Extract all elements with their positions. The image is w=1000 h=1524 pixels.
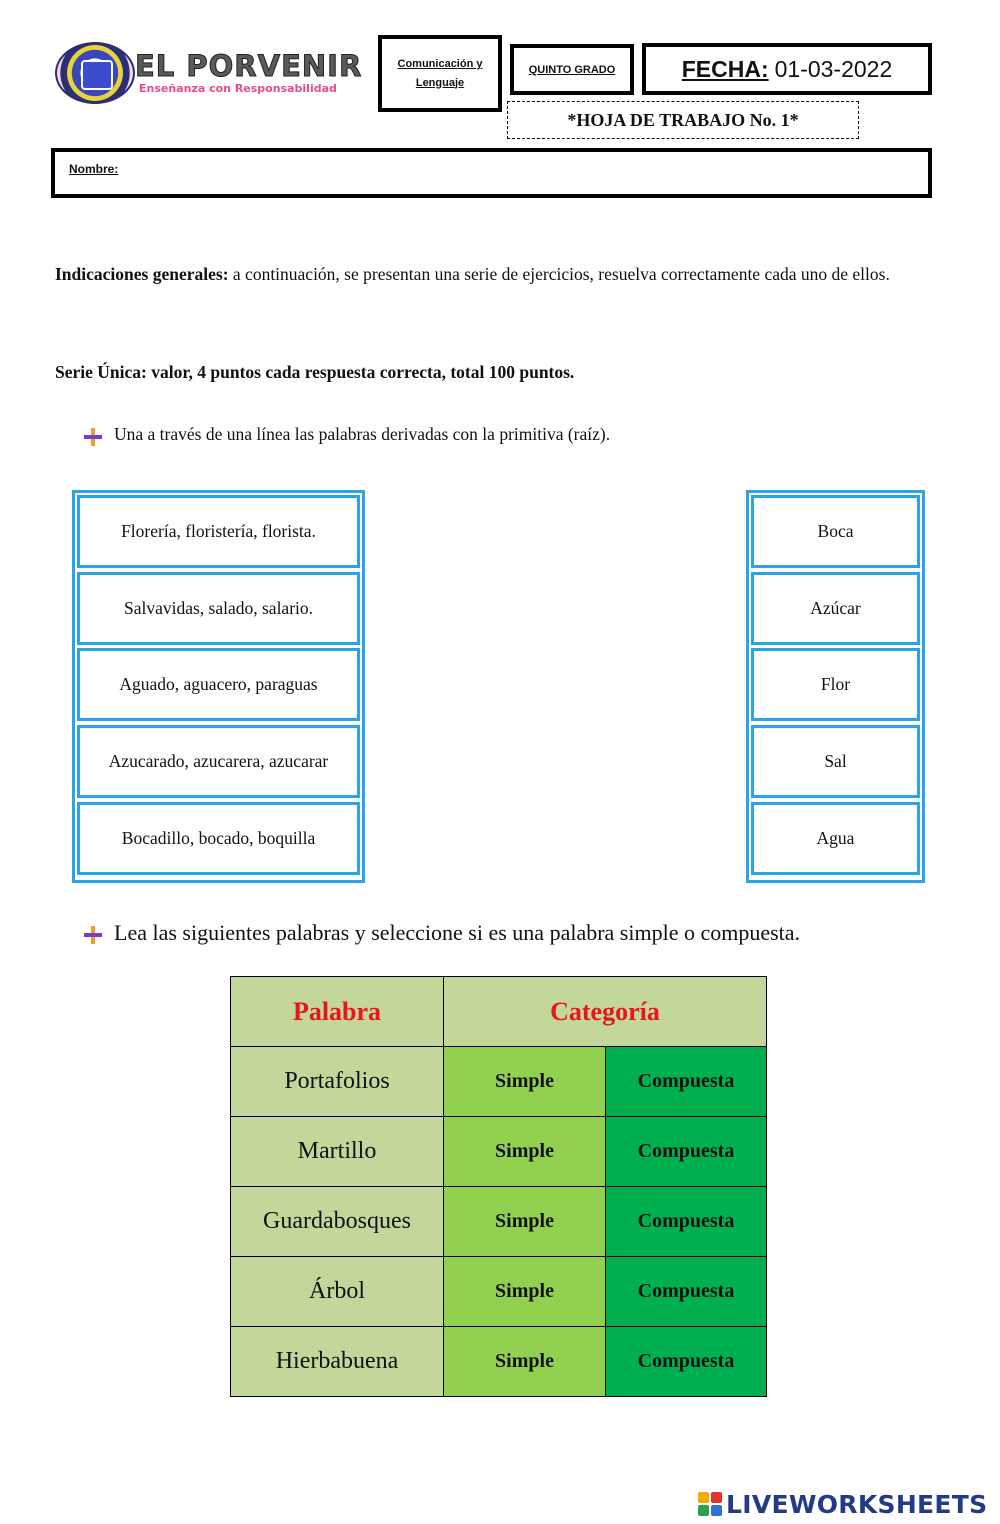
simple-option[interactable]: Simple	[444, 1187, 606, 1257]
table-row	[231, 1117, 767, 1187]
root-word-item[interactable]: Boca	[751, 495, 920, 568]
simple-option[interactable]: Simple	[444, 1327, 606, 1397]
school-name: EL PORVENIR	[135, 49, 363, 83]
liveworksheets-logo-icon	[698, 1492, 722, 1516]
root-word-item[interactable]: Agua	[751, 802, 920, 875]
school-seal-icon	[55, 42, 135, 104]
compound-option[interactable]: Compuesta	[606, 1187, 767, 1257]
table-row	[231, 1047, 767, 1117]
simple-option[interactable]: Simple	[444, 1257, 606, 1327]
subject-box	[378, 35, 502, 112]
word-cell: Portafolios	[231, 1047, 444, 1117]
name-label: Nombre:	[69, 162, 119, 176]
exercise1-prompt-text: Una a través de una línea las palabras derivadas con la primitiva (raíz).	[114, 424, 611, 444]
compound-option[interactable]: Compuesta	[606, 1047, 767, 1117]
root-word-item[interactable]: Flor	[751, 648, 920, 721]
simple-option[interactable]: Simple	[444, 1047, 606, 1117]
bullet-plus-icon	[84, 926, 102, 944]
derived-word-item[interactable]: Bocadillo, bocado, boquilla	[77, 802, 360, 875]
derived-word-item[interactable]: Azucarado, azucarera, azucarar	[77, 725, 360, 798]
school-tagline: Enseñanza con Responsabilidad	[139, 82, 337, 95]
compound-option[interactable]: Compuesta	[606, 1117, 767, 1187]
derived-word-item[interactable]: Salvavidas, salado, salario.	[77, 572, 360, 645]
derived-word-item[interactable]: Florería, floristería, florista.	[77, 495, 360, 568]
bullet-plus-icon	[84, 428, 102, 446]
date-value: 01-03-2022	[774, 55, 893, 82]
simple-option[interactable]: Simple	[444, 1117, 606, 1187]
root-word-item[interactable]: Sal	[751, 725, 920, 798]
instructions-text: a continuación, se presentan una serie de ejercicios, resuelva correctamente cada uno de ellos.	[228, 264, 890, 284]
general-instructions	[55, 252, 955, 297]
word-category-table	[230, 976, 767, 1397]
table-row	[231, 1187, 767, 1257]
worksheet-title: *HOJA DE TRABAJO No. 1*	[507, 101, 859, 139]
grade-label: QUINTO GRADO	[528, 63, 616, 76]
name-field[interactable]	[51, 148, 932, 198]
grade-box	[510, 44, 634, 95]
word-cell: Árbol	[231, 1257, 444, 1327]
root-word-item[interactable]: Azúcar	[751, 572, 920, 645]
word-cell: Martillo	[231, 1117, 444, 1187]
compound-option[interactable]: Compuesta	[606, 1257, 767, 1327]
liveworksheets-watermark	[698, 1488, 987, 1520]
series-heading: Serie Única: valor, 4 puntos cada respuesta correcta, total 100 puntos.	[55, 362, 575, 382]
date-label: FECHA:	[681, 55, 769, 82]
table-header-row	[231, 977, 767, 1047]
header-word: Palabra	[231, 977, 444, 1047]
date-box	[642, 43, 932, 95]
watermark-text: LIVEWORKSHEETS	[726, 1489, 988, 1519]
root-words-column	[746, 490, 925, 883]
table-row	[231, 1327, 767, 1397]
instructions-label: Indicaciones generales:	[55, 264, 229, 284]
header-category: Categoría	[444, 977, 767, 1047]
exercise2-prompt-text: Lea las siguientes palabras y seleccione si es una palabra simple o compuesta.	[114, 920, 801, 945]
subject-label: Comunicación y Lenguaje	[397, 57, 483, 89]
table-row	[231, 1257, 767, 1327]
compound-option[interactable]: Compuesta	[606, 1327, 767, 1397]
word-cell: Hierbabuena	[231, 1327, 444, 1397]
derived-word-item[interactable]: Aguado, aguacero, paraguas	[77, 648, 360, 721]
word-cell: Guardabosques	[231, 1187, 444, 1257]
school-logo	[55, 42, 365, 104]
derived-words-column	[72, 490, 365, 883]
